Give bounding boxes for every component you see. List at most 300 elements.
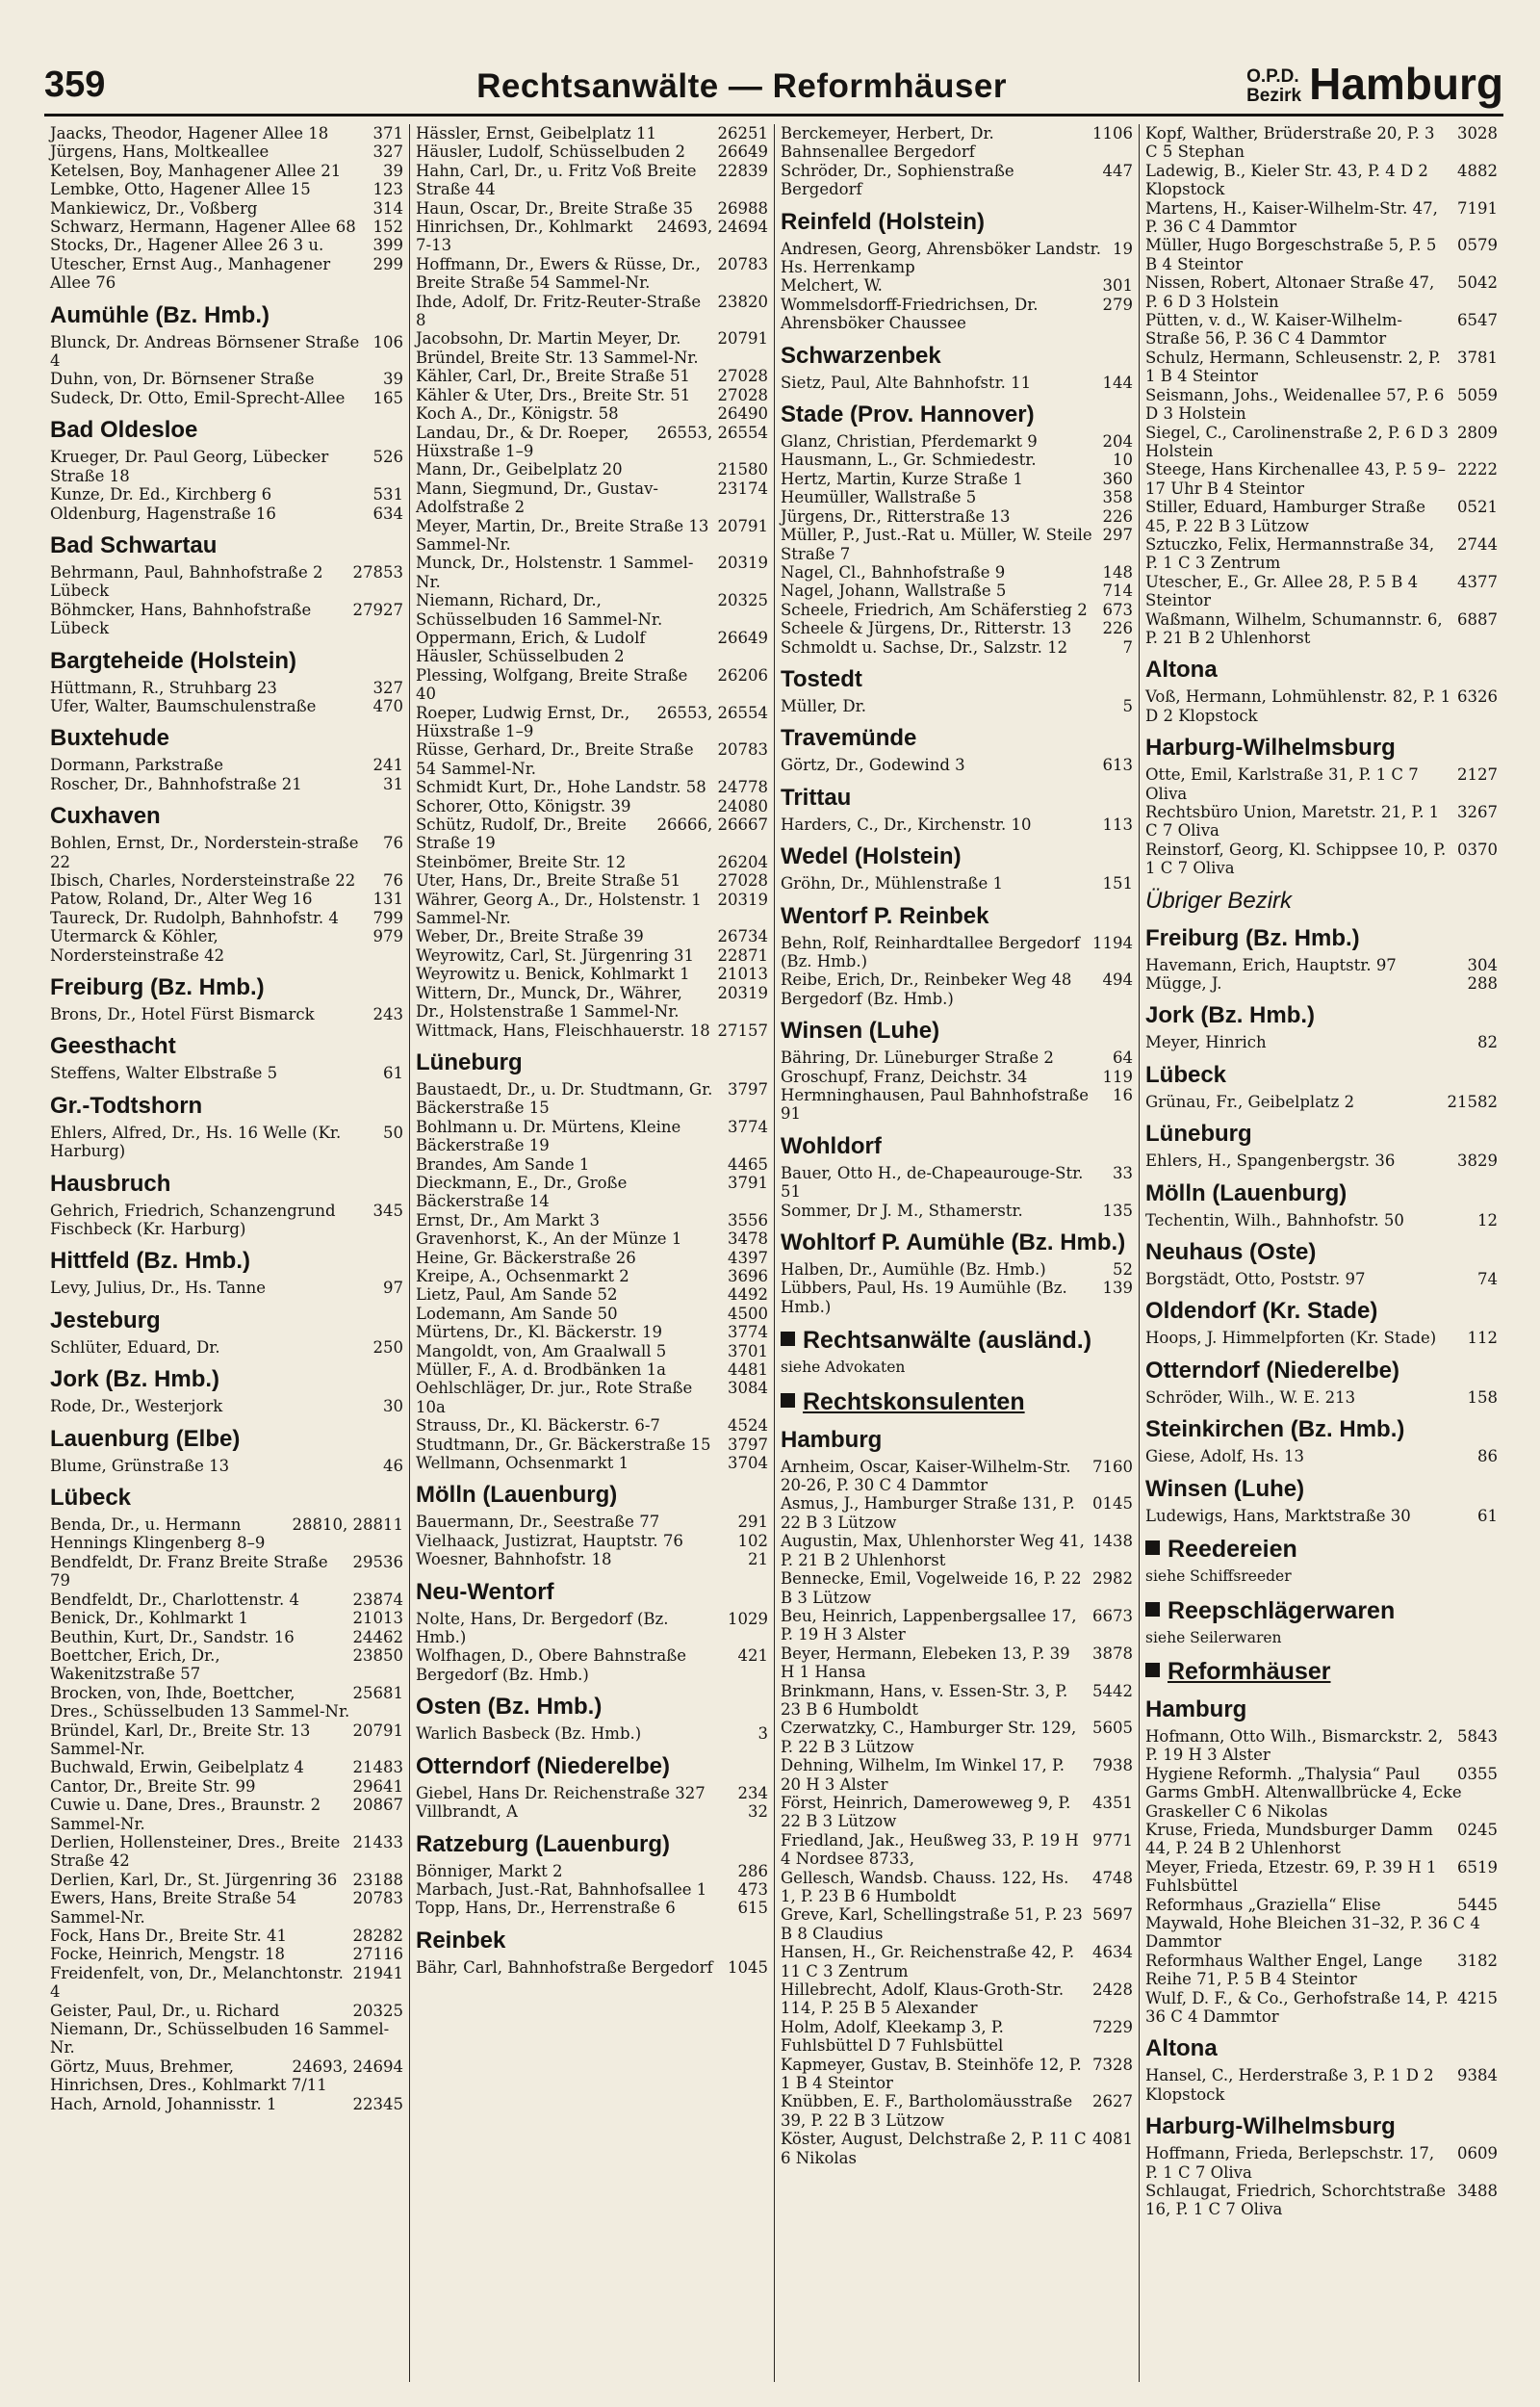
- listing-text: Holm, Adolf, Kleekamp 3, P. Fuhlsbüttel D 7 Fuhlsbüttel: [781, 2017, 1004, 2056]
- listing-text: Hahn, Carl, Dr., u. Fritz Voß Breite Straße 44: [416, 161, 697, 199]
- phone-number: 86: [1477, 1447, 1498, 1466]
- phone-number: 151: [1102, 874, 1133, 893]
- bezirk-label: Bezirk: [1246, 86, 1302, 106]
- phone-number: 26204: [717, 852, 768, 871]
- place-heading: Wohldorf: [781, 1132, 882, 1159]
- listing-text: Roscher, Dr., Bahnhofstraße 21: [50, 774, 302, 793]
- phone-number: 28282: [352, 1927, 403, 1945]
- phone-number: 27028: [717, 871, 768, 891]
- phone-number: 29641: [352, 1776, 403, 1796]
- phone-number: 23850: [352, 1645, 403, 1665]
- phone-number: 3028: [1457, 124, 1498, 142]
- listing-text: Jürgens, Hans, Moltkeallee: [50, 142, 270, 162]
- listing-entry: [416, 124, 768, 142]
- listing-text: Cuwie u. Dane, Dres., Braunstr. 2 Sammel-Nr.: [50, 1796, 321, 1833]
- place-heading: Steinkirchen (Bz. Hmb.): [1145, 1416, 1405, 1443]
- listing-entry: [416, 1342, 768, 1360]
- listing-entry: [1145, 1989, 1498, 2027]
- column-3: [774, 124, 1139, 2382]
- phone-number: 6519: [1457, 1857, 1498, 1876]
- phone-number: 288: [1467, 974, 1498, 994]
- listing-entry: [416, 1958, 768, 1977]
- region-name: Hamburg: [1309, 59, 1503, 109]
- listing-entry: [50, 1721, 403, 1759]
- place-heading: Otterndorf (Niederelbe): [416, 1752, 671, 1779]
- phone-number: 26649: [717, 142, 768, 162]
- phone-number: 304: [1467, 955, 1498, 974]
- phone-number: 3: [757, 1724, 768, 1744]
- phone-number: 3797: [728, 1435, 768, 1454]
- phone-number: 27028: [717, 367, 768, 386]
- phone-number: 76: [383, 834, 403, 853]
- listing-text: Dormann, Parkstraße: [50, 756, 223, 775]
- listing-entry: [1145, 803, 1498, 841]
- listing-text: Geister, Paul, Dr., u. Richard Niemann, Dr., Schüsselbuden 16 Sammel-Nr.: [50, 2001, 390, 2058]
- black-square-icon: [1145, 1602, 1160, 1617]
- listing-text: Plessing, Wolfgang, Breite Straße 40: [416, 665, 688, 704]
- place-heading: Hittfeld (Bz. Hmb.): [50, 1248, 250, 1275]
- phone-number: 3267: [1457, 803, 1498, 821]
- phone-number: 291: [737, 1513, 768, 1532]
- listing-text: Behn, Rolf, Reinhardtallee Bergedorf (Bz. Hmb.): [781, 933, 1080, 971]
- phone-number: 50: [383, 1123, 403, 1142]
- listing-entry: [781, 1494, 1133, 1532]
- phone-number: 5697: [1092, 1905, 1133, 1925]
- listing-entry: [416, 1249, 768, 1267]
- listing-entry: [781, 451, 1133, 469]
- listing-entry: [1145, 1727, 1498, 1765]
- region-label: [1246, 59, 1503, 109]
- listing-text: Havemann, Erich, Hauptstr. 97: [1145, 955, 1397, 974]
- listing-entry: [50, 890, 403, 908]
- listing-text: Patow, Roland, Dr., Alter Weg 16: [50, 890, 313, 909]
- listing-entry: [416, 704, 768, 741]
- listing-text: Taureck, Dr. Rudolph, Bahnhofstr. 4: [50, 908, 339, 927]
- listing-text: Kähler, Carl, Dr., Breite Straße 51: [416, 367, 690, 386]
- listing-text: Först, Heinrich, Dameroweweg 9, P. 22 B 3 Lützow: [781, 1793, 1071, 1831]
- phone-number: 3084: [728, 1379, 768, 1398]
- listing-entry: [50, 1758, 403, 1776]
- listing-entry: [416, 1610, 768, 1647]
- listing-text: Uter, Hans, Dr., Breite Straße 51: [416, 871, 681, 891]
- listing-entry: [416, 1379, 768, 1416]
- phone-number: 20319: [717, 890, 768, 909]
- listing-text: Schulz, Hermann, Schleusenstr. 2, P. 1 B 4 Steintor: [1145, 348, 1441, 386]
- listing-entry: [50, 601, 403, 638]
- listing-text: Bähr, Carl, Bahnhofstraße Bergedorf: [416, 1957, 713, 1977]
- listing-entry: [1145, 1152, 1498, 1170]
- listing-text: Marbach, Just.-Rat, Bahnhofsallee 1: [416, 1879, 707, 1899]
- listing-entry: [50, 756, 403, 774]
- listing-text: Blume, Grünstraße 13: [50, 1456, 230, 1475]
- phone-number: 39: [383, 161, 403, 180]
- listing-entry: [781, 1279, 1133, 1316]
- place-heading: Mölln (Lauenburg): [1145, 1179, 1348, 1206]
- listing-entry: [1145, 311, 1498, 349]
- listing-text: Strauss, Dr., Kl. Bäckerstr. 6-7: [416, 1416, 660, 1436]
- phone-number: 4882: [1457, 161, 1498, 180]
- listing-entry: [781, 1532, 1133, 1569]
- phone-number: 3704: [728, 1454, 768, 1473]
- listing-text: Brandes, Am Sande 1: [416, 1154, 590, 1174]
- listing-text: Utescher, E., Gr. Allee 28, P. 5 B 4 Steintor: [1145, 572, 1419, 610]
- phone-number: 148: [1102, 562, 1133, 582]
- place-heading: Hausbruch: [50, 1170, 171, 1197]
- phone-number: 799: [372, 908, 403, 927]
- listing-text: Bauermann, Dr., Seestraße 77: [416, 1513, 660, 1532]
- listing-entry: [50, 1338, 403, 1357]
- listing-entry: [50, 909, 403, 927]
- listing-text: Müller, F., A. d. Brodbänken 1a: [416, 1360, 666, 1379]
- listing-text: Studtmann, Dr., Gr. Bäckerstraße 15: [416, 1435, 711, 1454]
- listing-text: Brinkmann, Hans, v. Essen-Str. 3, P. 23 B 6 Humboldt: [781, 1681, 1068, 1719]
- phone-number: 152: [372, 218, 403, 237]
- listing-entry: [50, 1871, 403, 1889]
- phone-number: 3774: [728, 1323, 768, 1342]
- phone-number: 74: [1477, 1270, 1498, 1289]
- listing-text: Munck, Dr., Holstenstr. 1 Sammel-Nr.: [416, 554, 694, 591]
- listing-text: Schröder, Dr., Sophienstraße Bergedorf: [781, 161, 1014, 199]
- listing-entry: [50, 218, 403, 236]
- listing-text: Weyrowitz u. Benick, Kohlmarkt 1: [416, 965, 690, 984]
- place-heading: Lauenburg (Elbe): [50, 1425, 241, 1452]
- listing-text: Hermninghausen, Paul Bahnhofstraße 91: [781, 1086, 1090, 1124]
- listing-entry: [416, 815, 768, 853]
- listing-text: Harders, C., Dr., Kirchenstr. 10: [781, 815, 1032, 834]
- listing-entry: [416, 479, 768, 517]
- listing-entry: [1145, 124, 1498, 162]
- column-4: [1139, 124, 1503, 2382]
- listing-entry: [781, 815, 1133, 834]
- phone-number: 82: [1477, 1033, 1498, 1052]
- listing-entry: [781, 1202, 1133, 1220]
- phone-number: 4377: [1457, 572, 1498, 591]
- listing-entry: [781, 934, 1133, 971]
- listing-text: Benda, Dr., u. Hermann Hennings Klingenberg 8–9: [50, 1515, 266, 1553]
- listing-entry: [416, 1360, 768, 1379]
- listing-text: Mann, Siegmund, Dr., Gustav-Adolfstraße 2: [416, 479, 659, 517]
- phone-number: 26490: [717, 404, 768, 424]
- listing-entry: [781, 563, 1133, 582]
- category-heading: [1145, 1535, 1498, 1565]
- phone-number: 131: [372, 890, 403, 909]
- listing-entry: [781, 1260, 1133, 1279]
- phone-number: 5442: [1092, 1681, 1133, 1700]
- listing-entry: [1145, 2144, 1498, 2182]
- phone-number: 2127: [1457, 765, 1498, 785]
- place-heading: Geesthacht: [50, 1033, 176, 1060]
- listing-entry: [50, 1591, 403, 1609]
- listing-text: Hüttmann, R., Struhbarg 23: [50, 678, 277, 697]
- column-2: [409, 124, 774, 2382]
- see-reference: siehe Seilerwaren: [1145, 1628, 1282, 1646]
- listing-text: Augustin, Max, Uhlenhorster Weg 41, P. 21 B 2 Uhlenhorst: [781, 1532, 1085, 1569]
- phone-number: 5605: [1092, 1719, 1133, 1738]
- phone-number: 165: [372, 388, 403, 407]
- place-heading: Wentorf P. Reinbek: [781, 902, 989, 929]
- listing-text: Schwarz, Hermann, Hagener Allee 68: [50, 218, 356, 237]
- listing-entry: [50, 1279, 403, 1297]
- listing-entry: [50, 2095, 403, 2113]
- place-heading: Bad Schwartau: [50, 531, 218, 558]
- phone-number: 7160: [1092, 1457, 1133, 1476]
- listing-text: Derlien, Hollensteiner, Dres., Breite Straße 42: [50, 1832, 341, 1871]
- listing-text: Focke, Heinrich, Mengstr. 18: [50, 1945, 286, 1964]
- listing-text: Blunck, Dr. Andreas Börnsener Straße 4: [50, 332, 360, 371]
- listing-entry: [416, 1646, 768, 1684]
- phone-number: 399: [372, 236, 403, 255]
- listing-entry: [50, 1124, 403, 1161]
- listing-entry: [50, 1684, 403, 1721]
- phone-number: 9771: [1092, 1830, 1133, 1850]
- phone-number: 27157: [717, 1021, 768, 1040]
- listing-entry: [416, 517, 768, 555]
- phone-number: 61: [1477, 1506, 1498, 1525]
- phone-number: 26553, 26554: [656, 423, 768, 442]
- listing-text: Nissen, Robert, Altonaer Straße 47, P. 6 D 3 Holstein: [1145, 273, 1435, 311]
- phone-number: 6547: [1457, 311, 1498, 330]
- listing-text: Kähler & Uter, Drs., Breite Str. 51: [416, 385, 691, 404]
- phone-number: 26649: [717, 628, 768, 647]
- phone-number: 714: [1102, 582, 1133, 601]
- category-heading: [781, 1387, 1133, 1417]
- place-heading: Reinbek: [416, 1927, 506, 1954]
- listing-text: Hertz, Martin, Kurze Straße 1: [781, 469, 1023, 488]
- listing-text: Bendfeldt, Dr. Franz Breite Straße 79: [50, 1552, 328, 1591]
- listing-entry: [781, 1869, 1133, 1906]
- phone-number: 21: [748, 1550, 768, 1569]
- listing-entry: [1145, 1858, 1498, 1896]
- opd-label: O.P.D.: [1246, 66, 1299, 87]
- listing-entry: [781, 276, 1133, 295]
- place-heading: Lübeck: [1145, 1061, 1227, 1088]
- listing-entry: [781, 971, 1133, 1008]
- phone-number: 22839: [717, 161, 768, 180]
- phone-number: 112: [1467, 1329, 1498, 1348]
- listing-entry: [50, 1005, 403, 1023]
- listing-entry: [1145, 1033, 1498, 1051]
- phone-number: 22871: [717, 945, 768, 965]
- listing-entry: [416, 1436, 768, 1454]
- listing-entry: [416, 162, 768, 199]
- listing-entry: [781, 1905, 1133, 1943]
- listing-text: Krueger, Dr. Paul Georg, Lübecker Straße 18: [50, 448, 329, 485]
- phone-number: 3696: [728, 1266, 768, 1285]
- listing-entry: [1145, 273, 1498, 311]
- listing-entry: [416, 1724, 768, 1743]
- phone-number: 21582: [1447, 1092, 1498, 1111]
- listing-text: Koch A., Dr., Königstr. 58: [416, 404, 619, 424]
- phone-number: 279: [1102, 295, 1133, 314]
- listing-entry: [781, 162, 1133, 199]
- listing-text: Schlüter, Eduard, Dr.: [50, 1337, 220, 1357]
- listing-entry: [781, 1068, 1133, 1086]
- place-heading: Otterndorf (Niederelbe): [1145, 1357, 1400, 1384]
- listing-entry: [1145, 610, 1498, 648]
- listing-text: Waßmann, Wilhelm, Schumannstr. 6, P. 21 B 2 Uhlenhorst: [1145, 609, 1443, 647]
- listing-entry: [1145, 974, 1498, 993]
- listing-entry: [781, 432, 1133, 451]
- phone-number: 0245: [1457, 1820, 1498, 1839]
- listing-entry: [781, 124, 1133, 162]
- listing-entry: [416, 1513, 768, 1531]
- phone-number: 21013: [717, 965, 768, 984]
- place-heading: Jesteburg: [50, 1307, 161, 1333]
- phone-number: 5059: [1457, 385, 1498, 404]
- listing-text: Bründel, Karl, Dr., Breite Str. 13 Sammel-Nr.: [50, 1721, 311, 1758]
- listing-text: Villbrandt, A: [416, 1802, 518, 1822]
- listing-entry: [416, 1323, 768, 1341]
- listing-text: Hansen, H., Gr. Reichenstraße 42, P. 11 C 3 Zentrum: [781, 1943, 1075, 1980]
- place-heading: Altona: [1145, 2035, 1218, 2062]
- phone-number: 21013: [352, 1609, 403, 1628]
- phone-number: 24778: [717, 778, 768, 797]
- place-heading: Stade (Prov. Hannover): [781, 401, 1035, 428]
- listing-text: Beuthin, Kurt, Dr., Sandstr. 16: [50, 1627, 295, 1646]
- listing-text: Jürgens, Dr., Ritterstraße 13: [781, 506, 1011, 526]
- place-heading: Osten (Bz. Hmb.): [416, 1694, 603, 1721]
- listing-entry: [781, 507, 1133, 526]
- listing-entry: [1145, 535, 1498, 573]
- phone-number: 20319: [717, 983, 768, 1002]
- listing-text: Reformhaus Walther Engel, Lange Reihe 71, P. 5 B 4 Steintor: [1145, 1951, 1423, 1989]
- phone-number: 0609: [1457, 2144, 1498, 2163]
- listing-entry: [50, 1796, 403, 1833]
- listing-entry: [416, 1880, 768, 1899]
- phone-number: 0521: [1457, 498, 1498, 517]
- listing-entry: [781, 1756, 1133, 1794]
- listing-entry: [50, 1646, 403, 1684]
- listing-text: Hofmann, Otto Wilh., Bismarckstr. 2, P. 19 H 3 Alster: [1145, 1726, 1444, 1765]
- place-heading: Schwarzenbek: [781, 342, 941, 369]
- phone-number: 3701: [728, 1341, 768, 1360]
- listing-entry: [416, 404, 768, 423]
- listing-text: Kunze, Dr. Ed., Kirchberg 6: [50, 485, 272, 505]
- listing-text: Nagel, Johann, Wallstraße 5: [781, 582, 1007, 601]
- phone-number: 234: [737, 1783, 768, 1802]
- listing-entry: [416, 927, 768, 945]
- listing-text: Wittern, Dr., Munck, Dr., Währer, Dr., Holstenstraße 1 Sammel-Nr.: [416, 983, 682, 1022]
- listing-entry: [416, 329, 768, 367]
- listing-entry: [416, 797, 768, 815]
- phone-number: 250: [372, 1337, 403, 1357]
- listing-text: Hillebrecht, Adolf, Klaus-Groth-Str. 114, P. 25 B 5 Alexander: [781, 1980, 1065, 2018]
- phone-number: 241: [372, 756, 403, 775]
- phone-number: 5042: [1457, 273, 1498, 293]
- phone-number: 4500: [728, 1304, 768, 1323]
- listing-text: Brons, Dr., Hotel Fürst Bismarck: [50, 1005, 315, 1023]
- listing-entry: [50, 1515, 403, 1553]
- listing-entry: [781, 619, 1133, 637]
- phone-number: 286: [737, 1861, 768, 1880]
- listing-entry: [781, 240, 1133, 277]
- listing-text: Ernst, Dr., Am Markt 3: [416, 1210, 600, 1229]
- phone-number: 7328: [1092, 2055, 1133, 2074]
- listing-entry: [50, 871, 403, 890]
- listing-text: Ehlers, H., Spangenbergstr. 36: [1145, 1152, 1396, 1171]
- listing-entry: [781, 874, 1133, 893]
- phone-number: 3774: [728, 1117, 768, 1136]
- phone-number: 27853: [352, 562, 403, 582]
- listing-entry: [416, 946, 768, 965]
- listing-text: Dieckmann, E., Dr., Große Bäckerstraße 14: [416, 1173, 628, 1211]
- columns: [44, 124, 1503, 2382]
- listing-entry: [416, 1229, 768, 1248]
- listing-entry: [50, 697, 403, 715]
- phone-number: 327: [372, 678, 403, 697]
- listing-text: Oldenburg, Hagenstraße 16: [50, 504, 276, 523]
- listing-entry: [416, 778, 768, 796]
- listing-text: Topp, Hans, Dr., Herrenstraße 6: [416, 1899, 676, 1918]
- phone-number: 26251: [717, 124, 768, 142]
- black-square-icon: [1145, 1663, 1160, 1677]
- phone-number: 4351: [1092, 1793, 1133, 1812]
- listing-text: Bauer, Otto H., de-Chapeaurouge-Str. 51: [781, 1163, 1084, 1202]
- place-heading: Altona: [1145, 657, 1218, 684]
- listing-text: Meyer, Hinrich: [1145, 1033, 1267, 1052]
- listing-text: Schütz, Rudolf, Dr., Breite Straße 19: [416, 815, 627, 853]
- listing-entry: [1145, 1388, 1498, 1407]
- listing-text: Gellesch, Wandsb. Chauss. 122, Hs. 1, P. 23 B 6 Humboldt: [781, 1868, 1069, 1905]
- phone-number: 3878: [1092, 1643, 1133, 1663]
- listing-entry: [50, 775, 403, 793]
- listing-text: Schmoldt u. Sachse, Dr., Salzstr. 12: [781, 637, 1068, 657]
- listing-entry: [781, 488, 1133, 506]
- phone-number: 20783: [717, 740, 768, 760]
- listing-text: Nagel, Cl., Bahnhofstraße 9: [781, 562, 1006, 582]
- phone-number: 4081: [1092, 2130, 1133, 2149]
- place-heading: Oldendorf (Kr. Stade): [1145, 1298, 1378, 1325]
- listing-entry: [781, 638, 1133, 657]
- listing-entry: [781, 2130, 1133, 2167]
- listing-entry: [781, 1164, 1133, 1202]
- listing-entry: [50, 927, 403, 965]
- listing-entry: [1145, 765, 1498, 803]
- phone-number: 64: [1113, 1048, 1133, 1068]
- phone-number: 1029: [728, 1609, 768, 1628]
- place-heading: Wedel (Holstein): [781, 843, 962, 870]
- listing-text: Sommer, Dr J. M., Sthamerstr.: [781, 1201, 1023, 1220]
- listing-text: Sietz, Paul, Alte Bahnhofstr. 11: [781, 373, 1032, 392]
- place-heading: Winsen (Luhe): [781, 1018, 940, 1045]
- listing-text: Bähring, Dr. Lüneburger Straße 2: [781, 1048, 1054, 1068]
- phone-number: 470: [372, 696, 403, 715]
- phone-number: 19: [1113, 239, 1133, 258]
- listing-entry: [416, 984, 768, 1022]
- listing-text: Wittmack, Hans, Fleischhauerstr. 18: [416, 1021, 710, 1040]
- phone-number: 0145: [1092, 1494, 1133, 1514]
- listing-entry: [1145, 1270, 1498, 1288]
- listing-text: Andresen, Georg, Ahrensböker Landstr. Hs. Herrenkamp: [781, 239, 1102, 277]
- listing-text: Häusler, Ludolf, Schüsselbuden 2: [416, 142, 685, 162]
- phone-number: 2222: [1457, 460, 1498, 479]
- listing-text: Kruse, Frieda, Mundsburger Damm 44, P. 24 B 2 Uhlenhorst: [1145, 1820, 1433, 1858]
- listing-text: Görtz, Dr., Godewind 3: [781, 756, 965, 775]
- phone-number: 26734: [717, 927, 768, 946]
- phone-number: 204: [1102, 432, 1133, 452]
- phone-number: 1106: [1092, 124, 1133, 142]
- listing-text: Roeper, Ludwig Ernst, Dr., Hüxstraße 1–9: [416, 703, 630, 740]
- listing-text: Gröhn, Dr., Mühlenstraße 1: [781, 874, 1003, 893]
- running-title: Rechtsanwälte — Reformhäuser: [476, 67, 1007, 105]
- listing-text: Hach, Arnold, Johannisstr. 1: [50, 2094, 277, 2113]
- listing-entry: [1145, 349, 1498, 386]
- listing-entry: [416, 1118, 768, 1155]
- listing-text: Duhn, von, Dr. Börnsener Straße: [50, 370, 315, 389]
- listing-text: Müller, Hugo Borgeschstraße 5, P. 5 B 4 Steintor: [1145, 236, 1437, 273]
- listing-entry: [781, 1569, 1133, 1607]
- listing-entry: [1145, 956, 1498, 974]
